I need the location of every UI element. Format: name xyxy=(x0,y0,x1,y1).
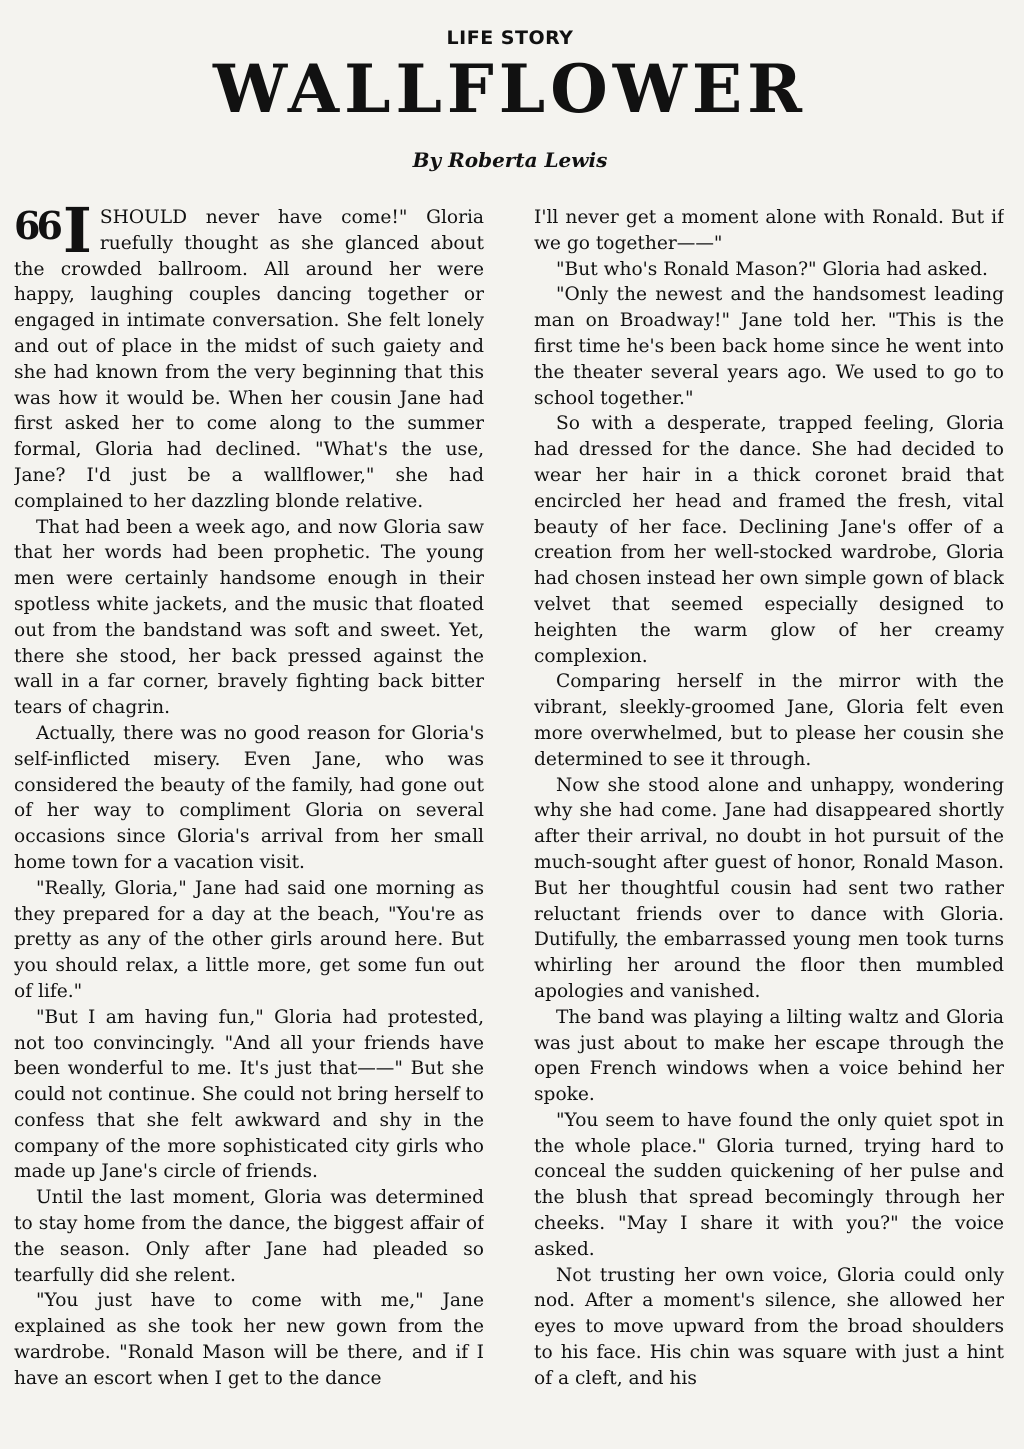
paragraph: So with a desperate, trapped feeling, Gloria had dressed for the dance. She had decided to wear her hair in a thick coronet braid that encircled her head and framed the fresh, vital beauty of her face. Declining Jane's offer of a creation from her well-stocked wardrobe, Gloria had chosen instead her own simple gown of black velvet that seemed especially designed to heighten the warm glow of her creamy complexion. xyxy=(534,413,1004,667)
paragraph: I'll never get a moment alone with Ronald. But if we go together——" xyxy=(534,207,1004,254)
paragraph: "You just have to come with me," Jane explained as she took her new gown from the wardrobe. "Ronald Mason will be there, and if I have an escort when I get to the dance xyxy=(14,1290,484,1389)
paragraph: "Really, Gloria," Jane had said one morning as they prepared for a day at the beach, "You're as pretty as any of the other girls around here. But you should relax, a little more, get some fun out of life." xyxy=(14,877,484,1002)
column-right xyxy=(534,205,1004,1445)
paragraph-text: SHOULD never have come!" Gloria ruefully thought as she glanced about the crowded ballroom. All around her were happy, laughing couples dancing together or engaged in intimate conversation. She felt lonely and out of place in the midst of such gaiety and she had known from the very beginning that this was how it would be. When her cousin Jane had first asked her to come along to the summer formal, Gloria had declined. "What's the use, Jane? I'd just be a wallflower," she had complained to her dazzling blonde relative. xyxy=(14,207,484,512)
paragraph xyxy=(14,205,484,515)
paragraph: "Only the newest and the handsomest leading man on Broadway!" Jane told her. "This is the first time he's been back home since he went into the theater several years ago. We used to go to school together." xyxy=(534,284,1004,409)
paragraph: "You seem to have found the only quiet spot in the whole place." Gloria turned, trying hard to conceal the sudden quickening of her pulse and the blush that spread becomingly through her cheeks. "May I share it with you?" the voice asked. xyxy=(534,1109,1004,1260)
opening-quote-mark: 66 xyxy=(14,205,59,248)
byline: By Roberta Lewis xyxy=(412,148,608,172)
article-body xyxy=(14,205,1004,1445)
story-title: WALLFLOWER xyxy=(213,50,807,128)
paragraph: That had been a week ago, and now Gloria saw that her words had been prophetic. The young men were certainly handsome enough in their spotless white jackets, and the music that floated out from the bandstand was soft and sweet. Yet, there she stood, her back pressed against the wall in a far corner, bravely fighting back bitter tears of chagrin. xyxy=(14,516,484,719)
paragraph: Until the last moment, Gloria was determined to stay home from the dance, the biggest affair of the season. Only after Jane had pleaded so tearfully did she relent. xyxy=(14,1187,484,1286)
paragraph: The band was playing a lilting waltz and Gloria was just about to make her escape through the open French windows when a voice behind her spoke. xyxy=(534,1006,1004,1106)
paragraph: "But who's Ronald Mason?" Gloria had asked. xyxy=(556,258,988,280)
drop-cap: I xyxy=(62,205,92,267)
column-left xyxy=(14,205,484,1445)
section-kicker: LIFE STORY xyxy=(446,27,574,49)
paragraph: Now she stood alone and unhappy, wondering why she had come. Jane had disappeared shortly after their arrival, no doubt in hot pursuit of the much-sought after guest of honor, Ronald Mason. But her thoughtful cousin had sent two rather reluctant friends over to dance with Gloria. Dutifully, the embarrassed young men took turns whirling her around the floor then mumbled apologies and vanished. xyxy=(534,774,1004,1002)
paragraph: Actually, there was no good reason for Gloria's self-inflicted misery. Even Jane, who was considered the beauty of the family, had gone out of her way to compliment Gloria on several occasions since Gloria's arrival from her small home town for a vacation visit. xyxy=(14,722,484,873)
paragraph: Not trusting her own voice, Gloria could only nod. After a moment's silence, she allowed her eyes to move upward from the broad shoulders to his face. His chin was square with just a hint of a cleft, and his xyxy=(534,1264,1004,1389)
paragraph: Comparing herself in the mirror with the vibrant, sleekly-groomed Jane, Gloria felt even more overwhelmed, but to please her cousin she determined to see it through. xyxy=(534,671,1004,770)
paragraph: "But I am having fun," Gloria had protested, not too convincingly. "And all your friends have been wonderful to me. It's just that——" But she could not continue. She could not bring herself to confess that she felt awkward and shy in the company of the more sophisticated city girls who made up Jane's circle of friends. xyxy=(14,1006,484,1183)
